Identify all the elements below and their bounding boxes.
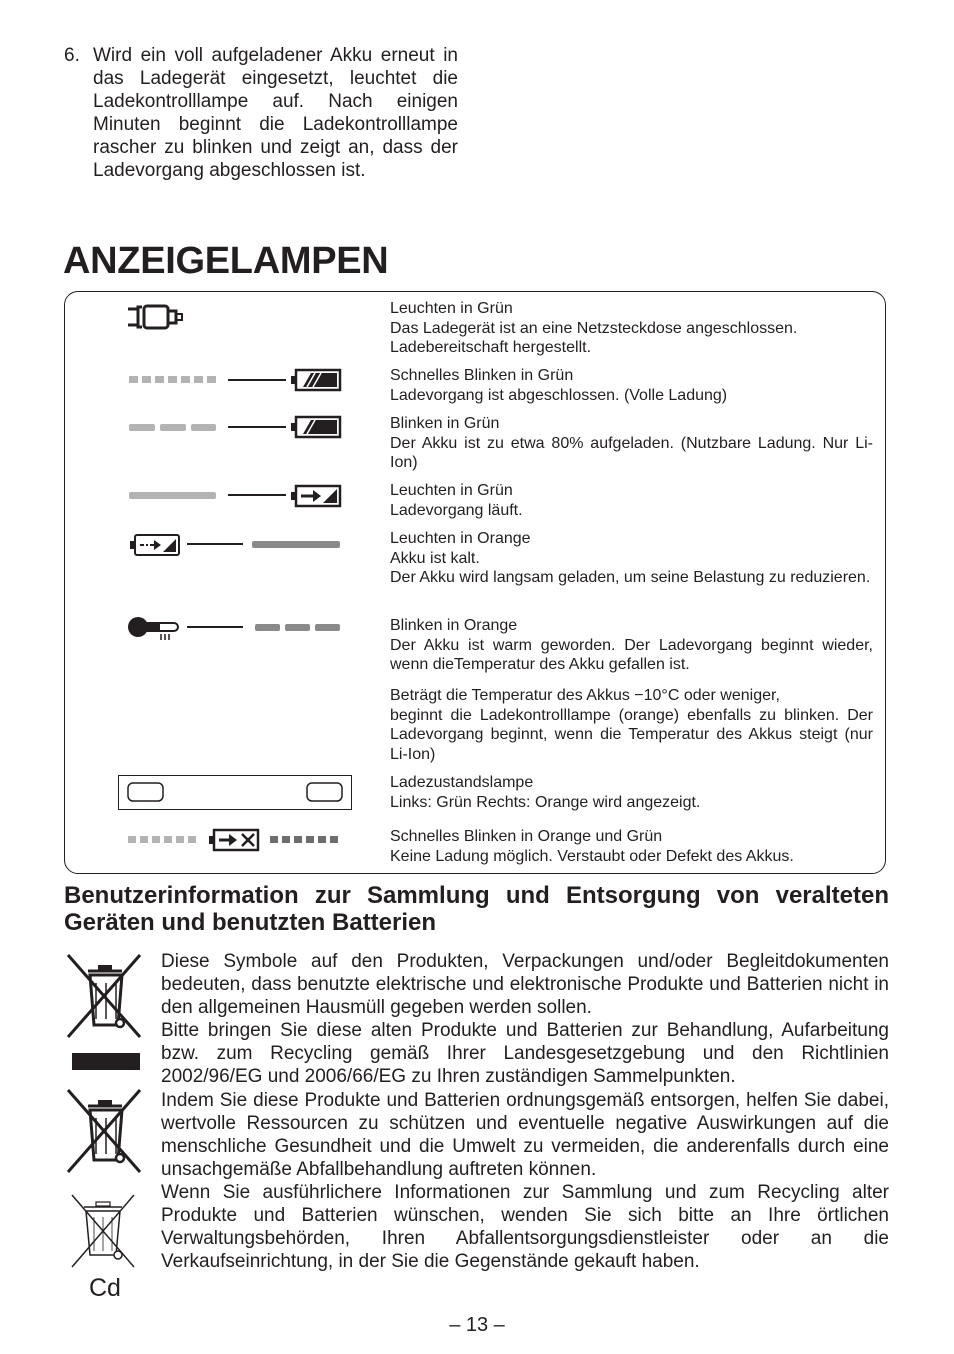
lamp-steady-green [129,492,216,499]
connector-line [187,543,243,545]
battery-defect-icon [209,829,259,851]
lamp-desc: Der Akku ist zu etwa 80% aufgeladen. (Nutzbare Ladung. Nur Li-Ion) [390,434,873,471]
list-text: Wird ein voll aufgeladener Akku erneut in das Ladegerät eingesetzt, leuchtet die Ladekontrolllampe auf. Nach einigen Minuten beginnt die Ladekontrolllampe rascher zu blinken und zeigt an, dass der Ladevorgang abgeschlossen ist. [93,45,458,181]
section-title: ANZEIGELAMPEN [63,240,389,282]
lamp-status: Blinken in Orange [390,617,518,634]
battery-cold-icon [130,534,180,556]
lamp-status: Schnelles Blinken in Orange und Grün [390,828,663,845]
lamp-row-4 [390,481,873,520]
battery-80-icon [291,416,341,438]
lamp-status: Ladezustandslampe [390,774,534,791]
lamp-desc: Ladebereitschaft hergestellt. [390,339,592,356]
lamp-steady-orange [252,541,340,548]
lamp-desc: Der Akku wird langsam geladen, um seine Belastung zu reduzieren. [390,569,871,586]
battery-full-icon [291,369,341,391]
list-item-6 [64,44,458,182]
connector-line [187,626,243,628]
charge-status-lamp-icon [118,775,352,810]
lamp-status: Schnelles Blinken in Grün [390,367,574,384]
black-bar [72,1053,140,1070]
disposal-heading: Benutzerinformation zur Sammlung und Entsorgung von veralteten Geräten und benutzten Batterien [64,882,889,936]
lamp-status: Leuchten in Orange [390,530,531,547]
list-number: 6. [64,45,80,66]
plug-icon [128,303,188,333]
disposal-text [161,950,889,1273]
cd-label: Cd [89,1274,121,1302]
battery-charging-icon [291,485,341,507]
lamp-desc: Keine Ladung möglich. Verstaubt oder Defekt des Akkus. [390,847,794,865]
lamp-row-3 [390,414,873,473]
lamp-status: Leuchten in Grün [390,300,513,317]
page-number: – 13 – [449,1314,505,1336]
lamp-row-2 [390,366,873,405]
lamp-row-5 [390,529,873,588]
lamp-status: Blinken in Grün [390,415,500,432]
lamp-row-1 [390,299,873,358]
lamp-desc: Das Ladegerät ist an eine Netzsteckdose angeschlossen. [390,319,798,337]
lamp-desc: Akku ist kalt. [390,549,480,567]
lamp-status: Leuchten in Grün [390,482,513,499]
lamp-status: Beträgt die Temperatur des Akkus −10°C oder weniger, [390,687,780,704]
lamp-desc: beginnt die Ladekontrolllampe (orange) ebenfalls zu blinken. Der Ladevorgang beginnt, wenn die Temperatur des Akkus steigt (nur Li-Ion) [390,706,873,763]
disposal-paragraph: Wenn Sie ausführlichere Informationen zur Sammlung und zum Recycling alter Produkte und Batterien wünschen, wenden Sie sich bitte an Ihre örtlichen Verwaltungsbehörden, Ihren Abfallentsorgungsdienstleister oder an die Verkaufseinrichtung, in der Sie die Gegenstände gekauft haben. [161,1181,889,1273]
lamp-row-6 [390,616,873,675]
disposal-paragraph: Diese Symbole auf den Produkten, Verpackungen und/oder Begleitdokumenten bedeuten, dass benutzte elektrische und elektronische Produkte und Batterien nicht in den allgemeinen Hausmüll gegeben werden sollen. [161,951,889,1019]
lamp-desc: Ladevorgang ist abgeschlossen. (Volle Ladung) [390,386,728,404]
lamp-row-8 [390,773,873,812]
connector-line [228,379,286,381]
thermometer-icon [128,616,182,642]
weee-bin-icon [66,953,142,1039]
cd-bin-icon [70,1193,136,1271]
connector-line [228,494,286,496]
disposal-paragraph: Bitte bringen Sie diese alten Produkte und Batterien zur Behandlung, Aufarbeitung bzw. zum Recycling gemäß Ihrer Landesgesetzgebung und den Richtlinien 2002/96/EG und 2006/66/EG zu Ihren zuständigen Sammelpunkten. [161,1020,889,1088]
connector-line [228,426,286,428]
weee-bin-icon [66,1088,142,1174]
lamp-row-7-note [390,686,873,764]
lamp-desc: Der Akku ist warm geworden. Der Ladevorgang beginnt wieder, wenn dieTemperatur des Akku gefallen ist. [390,636,873,673]
lamp-row-9 [390,827,873,866]
lamp-desc: Links: Grün Rechts: Orange wird angezeigt. [390,793,701,811]
lamp-desc: Ladevorgang läuft. [390,501,523,519]
disposal-paragraph: Indem Sie diese Produkte und Batterien ordnungsgemäß entsorgen, helfen Sie dabei, wertvolle Ressourcen zu schützen und eventuelle negative Auswirkungen auf die menschliche Gesundheit und die Umwelt zu vermeiden, die anderenfalls durch eine unsachgemäße Abfallbehandlung auftreten können. [161,1089,889,1180]
